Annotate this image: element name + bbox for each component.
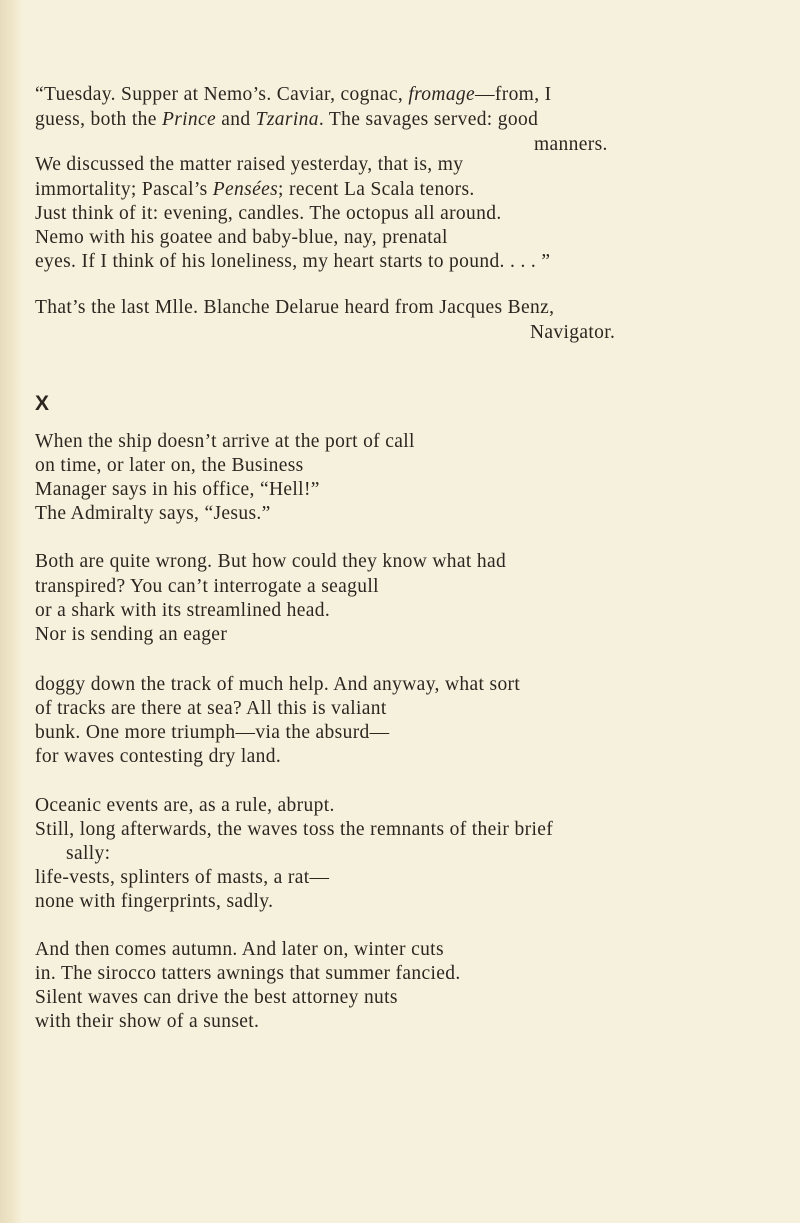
poem-line: Navigator. [530,322,616,343]
poem-line: When the ship doesn’t arrive at the port of call [35,431,415,452]
poem-line: transpired? You can’t interrogate a seagull [35,576,379,597]
poem-line: in. The sirocco tatters awnings that summer fancied. [35,963,461,984]
poem-line: life-vests, splinters of masts, a rat— [35,867,330,888]
poem-line: of tracks are there at sea? All this is valiant [35,698,387,719]
poem-line: Nor is sending an eager [35,624,228,645]
section-heading: X [35,392,50,415]
poem-line: none with fingerprints, sadly. [35,891,274,912]
poem-line: Silent waves can drive the best attorney nuts [35,987,398,1008]
poem-line: sally: [66,843,111,864]
poem-line: bunk. One more triumph—via the absurd— [35,722,390,743]
poem-line: doggy down the track of much help. And anyway, what sort [35,674,521,695]
poem-line: Both are quite wrong. But how could they know what had [35,551,507,572]
poem-line: or a shark with its streamlined head. [35,600,331,621]
poem-line: immortality; Pascal’s Pensées; recent La Scala tenors. [35,179,475,200]
poem-line: Manager says in his office, “Hell!” [35,479,320,500]
poem-line: with their show of a sunset. [35,1011,260,1032]
poem-line: on time, or later on, the Business [35,455,304,476]
poem-line: That’s the last Mlle. Blanche Delarue heard from Jacques Benz, [35,297,555,318]
poem-line: The Admiralty says, “Jesus.” [35,503,271,524]
poem-line: eyes. If I think of his loneliness, my heart starts to pound. . . . ” [35,251,551,272]
poem-line: Nemo with his goatee and baby-blue, nay, prenatal [35,227,448,248]
poem-line: manners. [534,134,608,155]
poem-line: “Tuesday. Supper at Nemo’s. Caviar, cognac, fromage—from, I [35,84,552,105]
poem-line: Just think of it: evening, candles. The octopus all around. [35,203,502,224]
poem-line: Oceanic events are, as a rule, abrupt. [35,795,335,816]
page-spine-shadow [0,0,22,1223]
poem-line: We discussed the matter raised yesterday, that is, my [35,154,464,175]
poem-line: for waves contesting dry land. [35,746,282,767]
poem-line: guess, both the Prince and Tzarina. The savages served: good [35,109,539,130]
poem-line: Still, long afterwards, the waves toss the remnants of their brief [35,819,554,840]
poem-line: And then comes autumn. And later on, winter cuts [35,939,444,960]
